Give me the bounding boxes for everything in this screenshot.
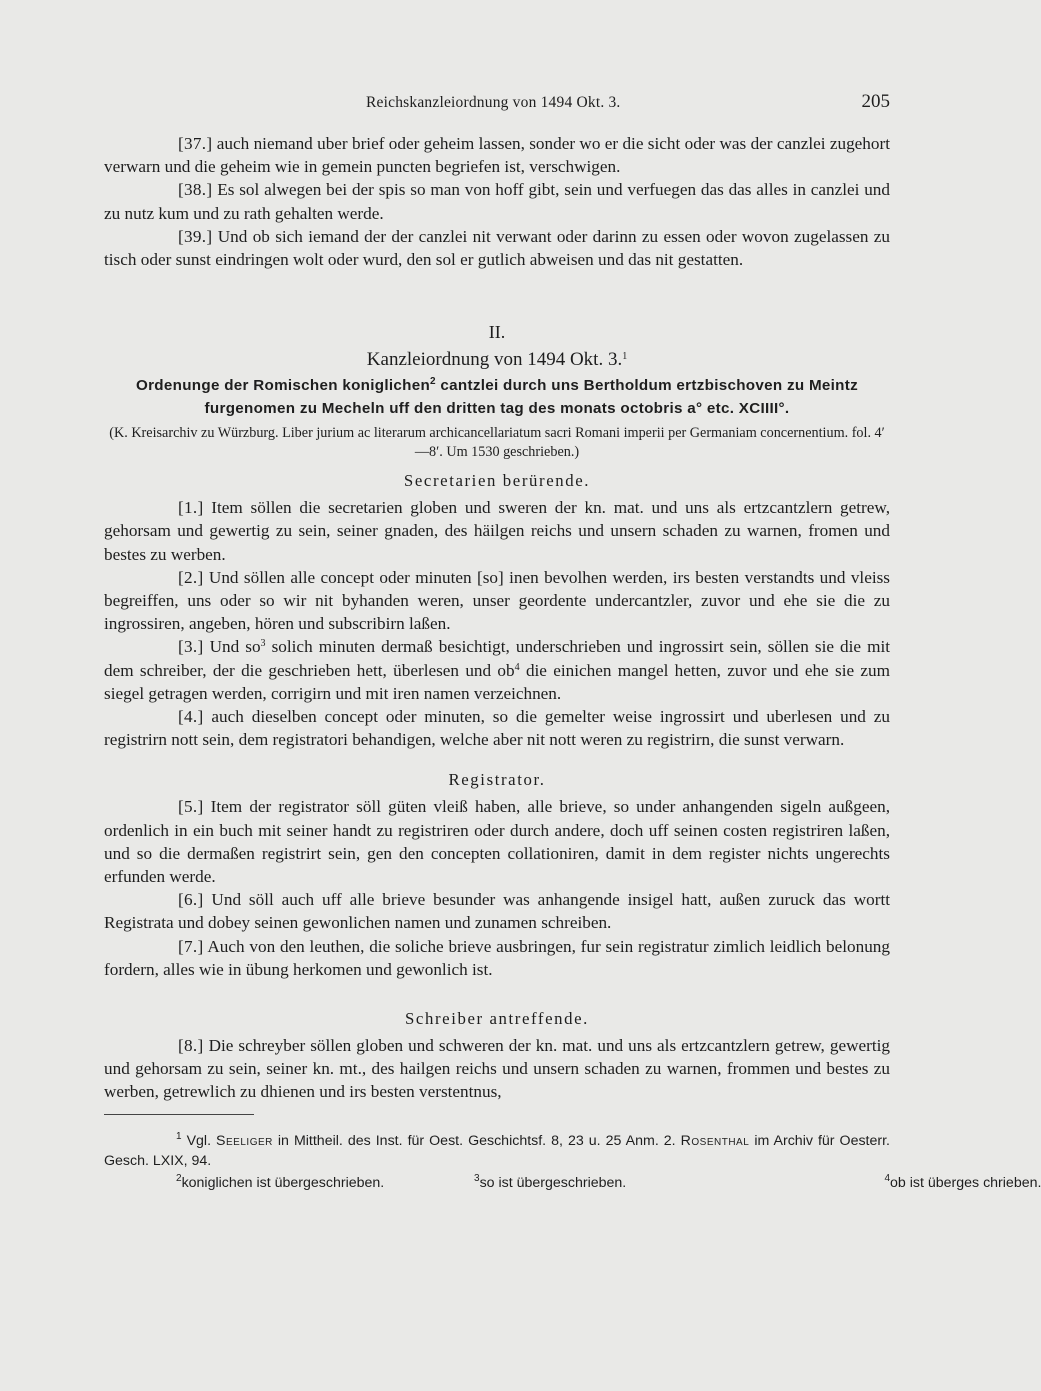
- footnote-ref: 4: [514, 661, 520, 673]
- footnote-4: [884, 1172, 1041, 1193]
- footnote-divider: [104, 1114, 254, 1115]
- paragraph-text: Und ob sich iemand der der canzlei nit verwant oder darinn zu essen oder wovon zugelassen zu tisch oder sunst eindringen wolt oder wurd, den sol er gutlich abweisen und das nit gestatten.: [104, 226, 890, 270]
- paragraph-8: [104, 1034, 890, 1104]
- section-heading-schreiber: Schreiber antreffende.: [405, 1009, 589, 1029]
- incipit-text-b: cantzlei durch uns Bertholdum ertzbischoven zu Meintz furgenomen zu Mecheln uff den dritten tag des monats octobris a° etc. XCIIII°.: [204, 377, 858, 418]
- paragraph-text: Die schreyber söllen globen und schweren der kn. mat. und uns als ertzcantzlern getrew, gewertig und gehorsam zu sein, seiner kn. mt., des hailgen reichs und unsern schaden zu warnen, frommen und bestes zu werben, getrewlich zu dhienen und irs besten verstentnus,: [104, 1036, 890, 1102]
- running-title: Reichskanzleiordnung von 1494 Okt. 3.: [366, 94, 621, 111]
- paragraph-number: [1.]: [178, 498, 204, 518]
- footnote-mark: 4: [884, 1172, 890, 1184]
- footnote-1: [104, 1131, 890, 1171]
- paragraph-number: [37.]: [178, 134, 213, 153]
- paragraph-text: Und söll auch uff alle brieve besunder was anhangende insigel hatt, außen zuruck das wortt Registrata und dobey seinen gewonlichen namen und zunamen schreiben.: [104, 890, 890, 933]
- paragraph-text: Und so: [203, 637, 261, 657]
- footnote-row: [104, 1172, 1041, 1195]
- footnote-ref: 3: [260, 638, 266, 650]
- paragraph-37: [104, 132, 890, 178]
- footnote-ref: 2: [430, 376, 436, 388]
- footnote-ref: 1: [622, 351, 628, 363]
- paragraph-text: Item söllen die secretarien globen und sweren der kn. mat. und uns als ertzcantzlern getrew, gehorsam und gewertig zu sein, seiner gnaden, des häilgen reichs und unsern schaden zu warnen, fromen und bestes zu werben.: [104, 498, 890, 564]
- paragraph-number: [6.]: [178, 890, 204, 910]
- footnote-text: Vgl.: [181, 1132, 217, 1149]
- paragraph-number: [8.]: [178, 1036, 204, 1056]
- footnote-text: im Archiv für Oesterr. Gesch. LXIX, 94.: [104, 1132, 890, 1169]
- paragraph-number: [39.]: [178, 226, 213, 246]
- author-name: Seeliger: [216, 1132, 273, 1149]
- paragraph-5: [104, 795, 890, 888]
- paragraph-number: [5.]: [178, 797, 204, 817]
- part-numeral: II.: [488, 322, 506, 343]
- paragraph-text: auch niemand uber brief oder geheim lassen, sonder wo er die sicht oder was der canzlei zugehort verwarn und die geheim wie in gemein puncten begriefen ist, verschwigen.: [104, 134, 890, 177]
- footnote-text: ob ist überges chrieben.: [890, 1174, 1041, 1191]
- paragraph-number: [3.]: [178, 637, 204, 657]
- footnote-text: in Mittheil. des Inst. für Oest. Geschichtsf. 8, 23 u. 25 Anm. 2.: [272, 1132, 681, 1149]
- paragraph-number: [4.]: [178, 707, 204, 727]
- paragraph-2: [104, 566, 890, 636]
- page-body: [104, 132, 1041, 1195]
- paragraph-number: [7.]: [178, 936, 204, 956]
- document-incipit: [104, 374, 890, 420]
- source-note: (K. Kreisarchiv zu Würzburg. Liber jurium ac literarum archicancellariatum sacri Romani imperii per Germaniam concernentium. fol. 4′—8′. Um 1530 geschrieben.): [109, 425, 885, 461]
- section-heading-registrator: Registrator.: [448, 770, 546, 790]
- paragraph-text: Item der registrator söll güten vleiß haben, alle brieve, so under anhangenden sigeln außgeen, ordenlich in ein buch mit seiner handt zu registriren oder durch andere, doch uff seinen costen registriren laßen, und so die dermaßen registrirt sein, gen den concepten collationiren, damit in dem register nichts ungerechts erfunden werde.: [104, 797, 890, 887]
- author-name: Rosenthal: [680, 1132, 750, 1149]
- document-title: [104, 348, 890, 372]
- paragraph-number: [38.]: [178, 180, 213, 200]
- footnote-mark: 2: [176, 1172, 182, 1184]
- paragraph-7: [104, 935, 890, 981]
- paragraph-1: [104, 496, 890, 566]
- paragraph-4: [104, 705, 890, 751]
- paragraph-3: [104, 635, 890, 705]
- footnote-3: [474, 1172, 627, 1193]
- footnote-mark: 1: [176, 1130, 182, 1142]
- footnotes: [104, 1130, 1041, 1195]
- footnote-text: koniglichen ist übergeschrieben.: [181, 1174, 385, 1191]
- incipit-text-a: Ordenunge der Romischen koniglichen: [135, 377, 431, 395]
- paragraph-text: Es sol alwegen bei der spis so man von hoff gibt, sein und verfuegen das das alles in canzlei und zu nutz kum und zu rath gehalten werde.: [104, 180, 890, 223]
- footnote-mark: 3: [474, 1172, 480, 1184]
- paragraph-text: solich minuten dermaß besichtigt, underschrieben und ingrossirt sein, söllen sie die mit dem schreiber, der die geschrieben hett, überlesen und ob: [104, 637, 890, 680]
- section-heading-secretarien: Secretarien berürende.: [403, 471, 591, 491]
- paragraph-38: [104, 178, 890, 224]
- document-title-text: Kanzleiordnung von 1494 Okt. 3.: [366, 349, 623, 371]
- paragraph-text: die einichen mangel hetten, zuvor und ehe sie zum siegel getragen werden, corrigirn und mit iren namen verzeichnen.: [104, 660, 891, 703]
- paragraph-text: auch dieselben concept oder minuten, so die gemelter weise ingrossirt und uberlesen und zu registrirn nott sein, dem registratori behandigen, welche aber nit nott weren zu registrirn, die sunst verwarn.: [104, 707, 890, 750]
- paragraph-text: Und söllen alle concept oder minuten [so] inen bevolhen werden, irs besten verstandts und vleiss begreiffen, uns oder so wir nit byhanden weren, unser geordente undercantzler, zuvor und ehe sie die zu ingrossiren, angeben, hören und subscribirn laßen.: [104, 567, 890, 634]
- paragraph-6: [104, 888, 890, 934]
- footnote-text: so ist übergeschrieben.: [479, 1174, 627, 1191]
- paragraph-number: [2.]: [178, 567, 204, 587]
- paragraph-39: [104, 225, 890, 271]
- footnote-2: [176, 1172, 385, 1193]
- paragraph-text: Auch von den leuthen, die soliche brieve ausbringen, fur sein registratur zimlich leidlich belonung fordern, alles wie in übung herkomen und gewonlich ist.: [104, 936, 890, 979]
- page-number: 205: [861, 91, 890, 112]
